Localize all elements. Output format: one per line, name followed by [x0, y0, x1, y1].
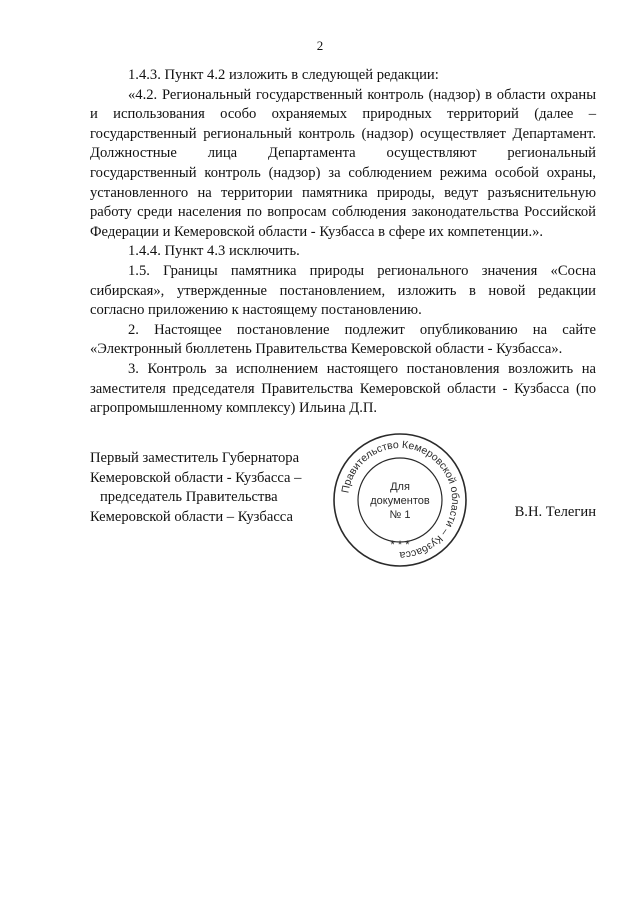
paragraph-1-5: 1.5. Границы памятника природы регионального значения «Сосна сибирская», утвержденные постановлением, изложить в новой редакции согласно приложению к настоящему постановлению. [90, 262, 596, 319]
stamp-center-line: документов [370, 495, 430, 507]
paragraph-1-4-3: 1.4.3. Пункт 4.2 изложить в следующей редакции: [128, 67, 439, 83]
paragraph-3: 3. Контроль за исполнением настоящего постановления возложить на заместителя председателя Правительства Кемеровской области - Кузбасса (по агропромышленному комплексу) Ильина Д.П. [90, 360, 596, 417]
paragraph-1-4-4: 1.4.4. Пункт 4.3 исключить. [128, 243, 300, 260]
signer-name: В.Н. Телегин [514, 504, 596, 520]
page-number: 2 [316, 38, 324, 53]
signature-block [90, 438, 596, 569]
signer-title [90, 449, 301, 527]
official-stamp [330, 430, 470, 570]
signer-title-line: Кемеровской области - Кузбасса – [90, 469, 302, 486]
stamp-seal-graphic [330, 430, 470, 570]
stamp-ring-text: Правительство Кемеровской области – Кузбасса [339, 438, 462, 562]
signer-title-line: Первый заместитель Губернатора [90, 450, 300, 466]
stamp-center-line: № 1 [389, 509, 411, 521]
signer-title-line: Кемеровской области – Кузбасса [90, 508, 293, 525]
stamp-stars: * * * [390, 539, 410, 551]
signer-title-line: председатель Правительства [100, 489, 278, 505]
stamp-center-line: Для [390, 481, 410, 493]
paragraph-2: 2. Настоящее постановление подлежит опубликованию на сайте «Электронный бюллетень Правительства Кемеровской области - Кузбасса». [90, 321, 596, 358]
document-body [90, 66, 596, 419]
paragraph-4-2-quote: «4.2. Региональный государственный контроль (надзор) в области охраны и использования особо охраняемых природных территорий (далее – государственный региональный контроль (надзор) осуществляет Департамент. Должностные лица Департамента осуществляют региональный государственный контроль (надзор) за соблюдением режима особой охраны, установленного на территории памятника природы, ведут разъяснительную работу среди населения по вопросам соблюдения законодательства Российской Федерации и Кемеровской области - Кузбасса в сфере их компетенции.». [90, 86, 596, 240]
